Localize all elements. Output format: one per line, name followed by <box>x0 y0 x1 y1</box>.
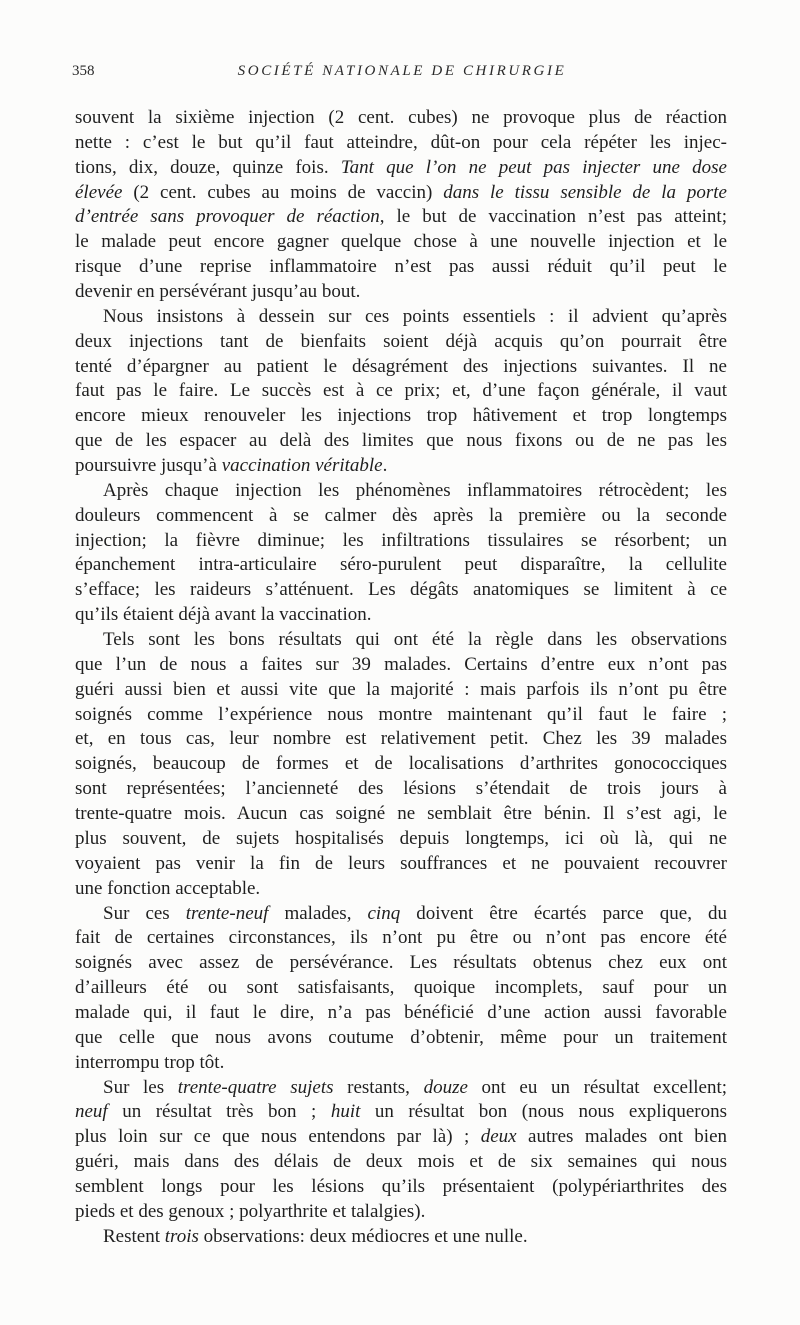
text-line <box>75 902 727 927</box>
paragraph <box>75 902 727 1076</box>
text-line <box>75 603 727 628</box>
text-line <box>75 379 727 404</box>
text-line <box>75 479 727 504</box>
italic-text: trente-quatre sujets <box>177 1076 334 1098</box>
text-line <box>75 827 727 852</box>
text-line <box>75 181 727 206</box>
text-line <box>75 280 727 305</box>
text: qu’ils étaient déjà avant la vaccination. <box>75 604 372 626</box>
text-line <box>75 1150 727 1175</box>
text: soignés comme l’expérience nous montre maintenant qu’il faut le faire ; <box>75 703 727 725</box>
italic-text: cinq <box>367 902 401 924</box>
text: autres malades ont bien <box>516 1126 728 1148</box>
paragraph <box>75 305 727 479</box>
text-line <box>75 951 727 976</box>
text: poursuivre jusqu’à <box>75 455 222 477</box>
paragraph <box>75 1076 727 1225</box>
text: faut pas le faire. Le succès est à ce prix; et, d’une façon générale, il vaut <box>75 380 727 402</box>
text-line <box>75 802 727 827</box>
text: , le but de vaccination n’est pas atteint; <box>379 206 727 228</box>
text-line <box>75 305 727 330</box>
text-line <box>75 653 727 678</box>
text: semblent longs pour les lésions qu’ils présentaient (polypériarthrites des <box>75 1175 727 1197</box>
text: que celle que nous avons coutume d’obtenir, même pour un traitement <box>75 1026 727 1048</box>
text-line <box>75 678 727 703</box>
text-line <box>75 926 727 951</box>
text: et, en tous cas, leur nombre est relativement petit. Chez les 39 malades <box>75 728 727 750</box>
text: une fonction acceptable. <box>75 877 261 899</box>
text: . <box>382 455 388 477</box>
text: douleurs commencent à se calmer dès après la première ou la seconde <box>75 504 727 526</box>
text: Tels sont les bons résultats qui ont été la règle dans les observations <box>103 629 727 651</box>
text: Sur ces <box>103 902 186 924</box>
italic-text: vaccination véritable <box>221 455 383 477</box>
text: risque d’une reprise inflammatoire n’est pas aussi réduit qu’il peut le <box>75 256 727 278</box>
text-line <box>75 777 727 802</box>
italic-text: deux <box>480 1126 517 1148</box>
text-line <box>75 1200 727 1225</box>
text: doivent être écartés parce que, du <box>400 902 727 924</box>
text: le malade peut encore gagner quelque chose à une nouvelle injection et le <box>75 231 727 253</box>
text-line <box>75 355 727 380</box>
text: fait de certaines circonstances, ils n’ont pu être ou n’ont pas encore été <box>75 927 727 949</box>
italic-text: élevée <box>75 181 123 203</box>
text-line <box>75 454 727 479</box>
text-line <box>75 1125 727 1150</box>
text: d’ailleurs été ou sont satisfaisants, quoique incomplets, sauf pour un <box>75 977 727 999</box>
text: observations: deux médiocres et une nulle. <box>198 1225 528 1247</box>
text-line <box>75 553 727 578</box>
text-line <box>75 578 727 603</box>
text: soignés, beaucoup de formes et de localisations d’arthrites gonococciques <box>75 753 727 775</box>
text: un résultat très bon ; <box>107 1101 331 1123</box>
text-line <box>75 205 727 230</box>
text: ont eu un résultat excellent; <box>467 1076 728 1098</box>
text-line <box>75 1100 727 1125</box>
article-body <box>75 106 727 1250</box>
text-line <box>75 529 727 554</box>
italic-text: d’entrée sans provoquer de réaction <box>75 206 380 228</box>
text: que l’un de nous a faites sur 39 malades. Certains d’entre eux n’ont pas <box>75 653 727 675</box>
paragraph <box>75 479 727 628</box>
text: pieds et des genoux ; polyarthrite et talalgies). <box>75 1200 426 1222</box>
text: malades, <box>268 902 368 924</box>
text: malade qui, il faut le dire, n’a pas bénéficié d’une action aussi favorable <box>75 1001 727 1023</box>
text-line <box>75 504 727 529</box>
text-line <box>75 752 727 777</box>
text-line <box>75 1001 727 1026</box>
text-line <box>75 727 727 752</box>
paragraph <box>75 106 727 305</box>
text: guéri, mais dans des délais de deux mois et de six semaines qui nous <box>75 1151 727 1173</box>
text-line <box>75 404 727 429</box>
text: tenté d’épargner au patient le désagrément des injections suivantes. Il ne <box>75 355 727 377</box>
text: soignés avec assez de persévérance. Les résultats obtenus chez eux ont <box>75 952 727 974</box>
text-line <box>75 1175 727 1200</box>
text-line <box>75 877 727 902</box>
text: guéri aussi bien et aussi vite que la majorité : mais parfois ils n’ont pu être <box>75 678 727 700</box>
text: injection; la fièvre diminue; les infiltrations tissulaires se résorbent; un <box>75 529 727 551</box>
text: sont représentées; l’ancienneté des lésions s’étendait de trois jours à <box>75 778 727 800</box>
text: trente-quatre mois. Aucun cas soigné ne semblait être bénin. Il s’est agi, le <box>75 803 727 825</box>
italic-text: douze <box>423 1076 468 1098</box>
text-line <box>75 1026 727 1051</box>
text: Nous insistons à dessein sur ces points essentiels : il advient qu’après <box>103 305 727 327</box>
text: tions, dix, douze, quinze fois. <box>75 156 341 178</box>
text-line <box>75 429 727 454</box>
text: que de les espacer au delà des limites que nous fixons ou de ne pas les <box>75 430 727 452</box>
text-line <box>75 255 727 280</box>
italic-text: neuf <box>75 1101 108 1123</box>
text: (2 cent. cubes au moins de vaccin) <box>122 181 444 203</box>
italic-text: dans le tissu sensible de la porte <box>443 181 727 203</box>
italic-text: huit <box>330 1101 361 1123</box>
text: nette : c’est le but qu’il faut atteindre, dût-on pour cela répéter les injec- <box>75 131 727 153</box>
text-line <box>75 156 727 181</box>
text-line <box>75 1076 727 1101</box>
text: plus loin sur ce que nous entendons par là) ; <box>75 1126 481 1148</box>
text-line <box>75 628 727 653</box>
paragraph <box>75 1225 727 1250</box>
text-line <box>75 330 727 355</box>
text: encore mieux renouveler les injections trop hâtivement et trop longtemps <box>75 405 727 427</box>
text: deux injections tant de bienfaits soient déjà acquis qu’on pourrait être <box>75 330 727 352</box>
text-line <box>75 1225 727 1250</box>
running-title: SOCIÉTÉ NATIONALE DE CHIRURGIE <box>237 63 567 79</box>
text: souvent la sixième injection (2 cent. cubes) ne provoque plus de réaction <box>75 107 727 128</box>
text: s’efface; les raideurs s’atténuent. Les dégâts anatomiques se limitent à ce <box>75 579 727 601</box>
text: interrompu trop tôt. <box>75 1051 225 1073</box>
text: Restent <box>103 1225 165 1247</box>
text-line <box>75 703 727 728</box>
text: restants, <box>333 1076 424 1098</box>
text-line <box>75 976 727 1001</box>
text-line <box>75 106 727 131</box>
text: Sur les <box>103 1076 178 1098</box>
text: Après chaque injection les phénomènes inflammatoires rétrocèdent; les <box>103 479 727 501</box>
text: un résultat bon (nous nous expliquerons <box>360 1101 728 1123</box>
paragraph <box>75 628 727 901</box>
text: plus souvent, de sujets hospitalisés depuis longtemps, ici où là, qui ne <box>75 827 727 849</box>
italic-text: trois <box>164 1225 199 1247</box>
text-line <box>75 230 727 255</box>
text: voyaient pas venir la fin de leurs souffrances et ne pouvaient recouvrer <box>75 852 727 874</box>
text: devenir en persévérant jusqu’au bout. <box>75 281 361 303</box>
text-line <box>75 852 727 877</box>
text-line <box>75 131 727 156</box>
italic-text: Tant que l’on ne peut pas injecter une dose <box>340 156 727 178</box>
text: épanchement intra-articulaire séro-purulent peut disparaître, la cellulite <box>75 554 727 576</box>
italic-text: trente-neuf <box>185 902 269 924</box>
page-number: 358 <box>72 63 95 79</box>
text-line <box>75 1051 727 1076</box>
